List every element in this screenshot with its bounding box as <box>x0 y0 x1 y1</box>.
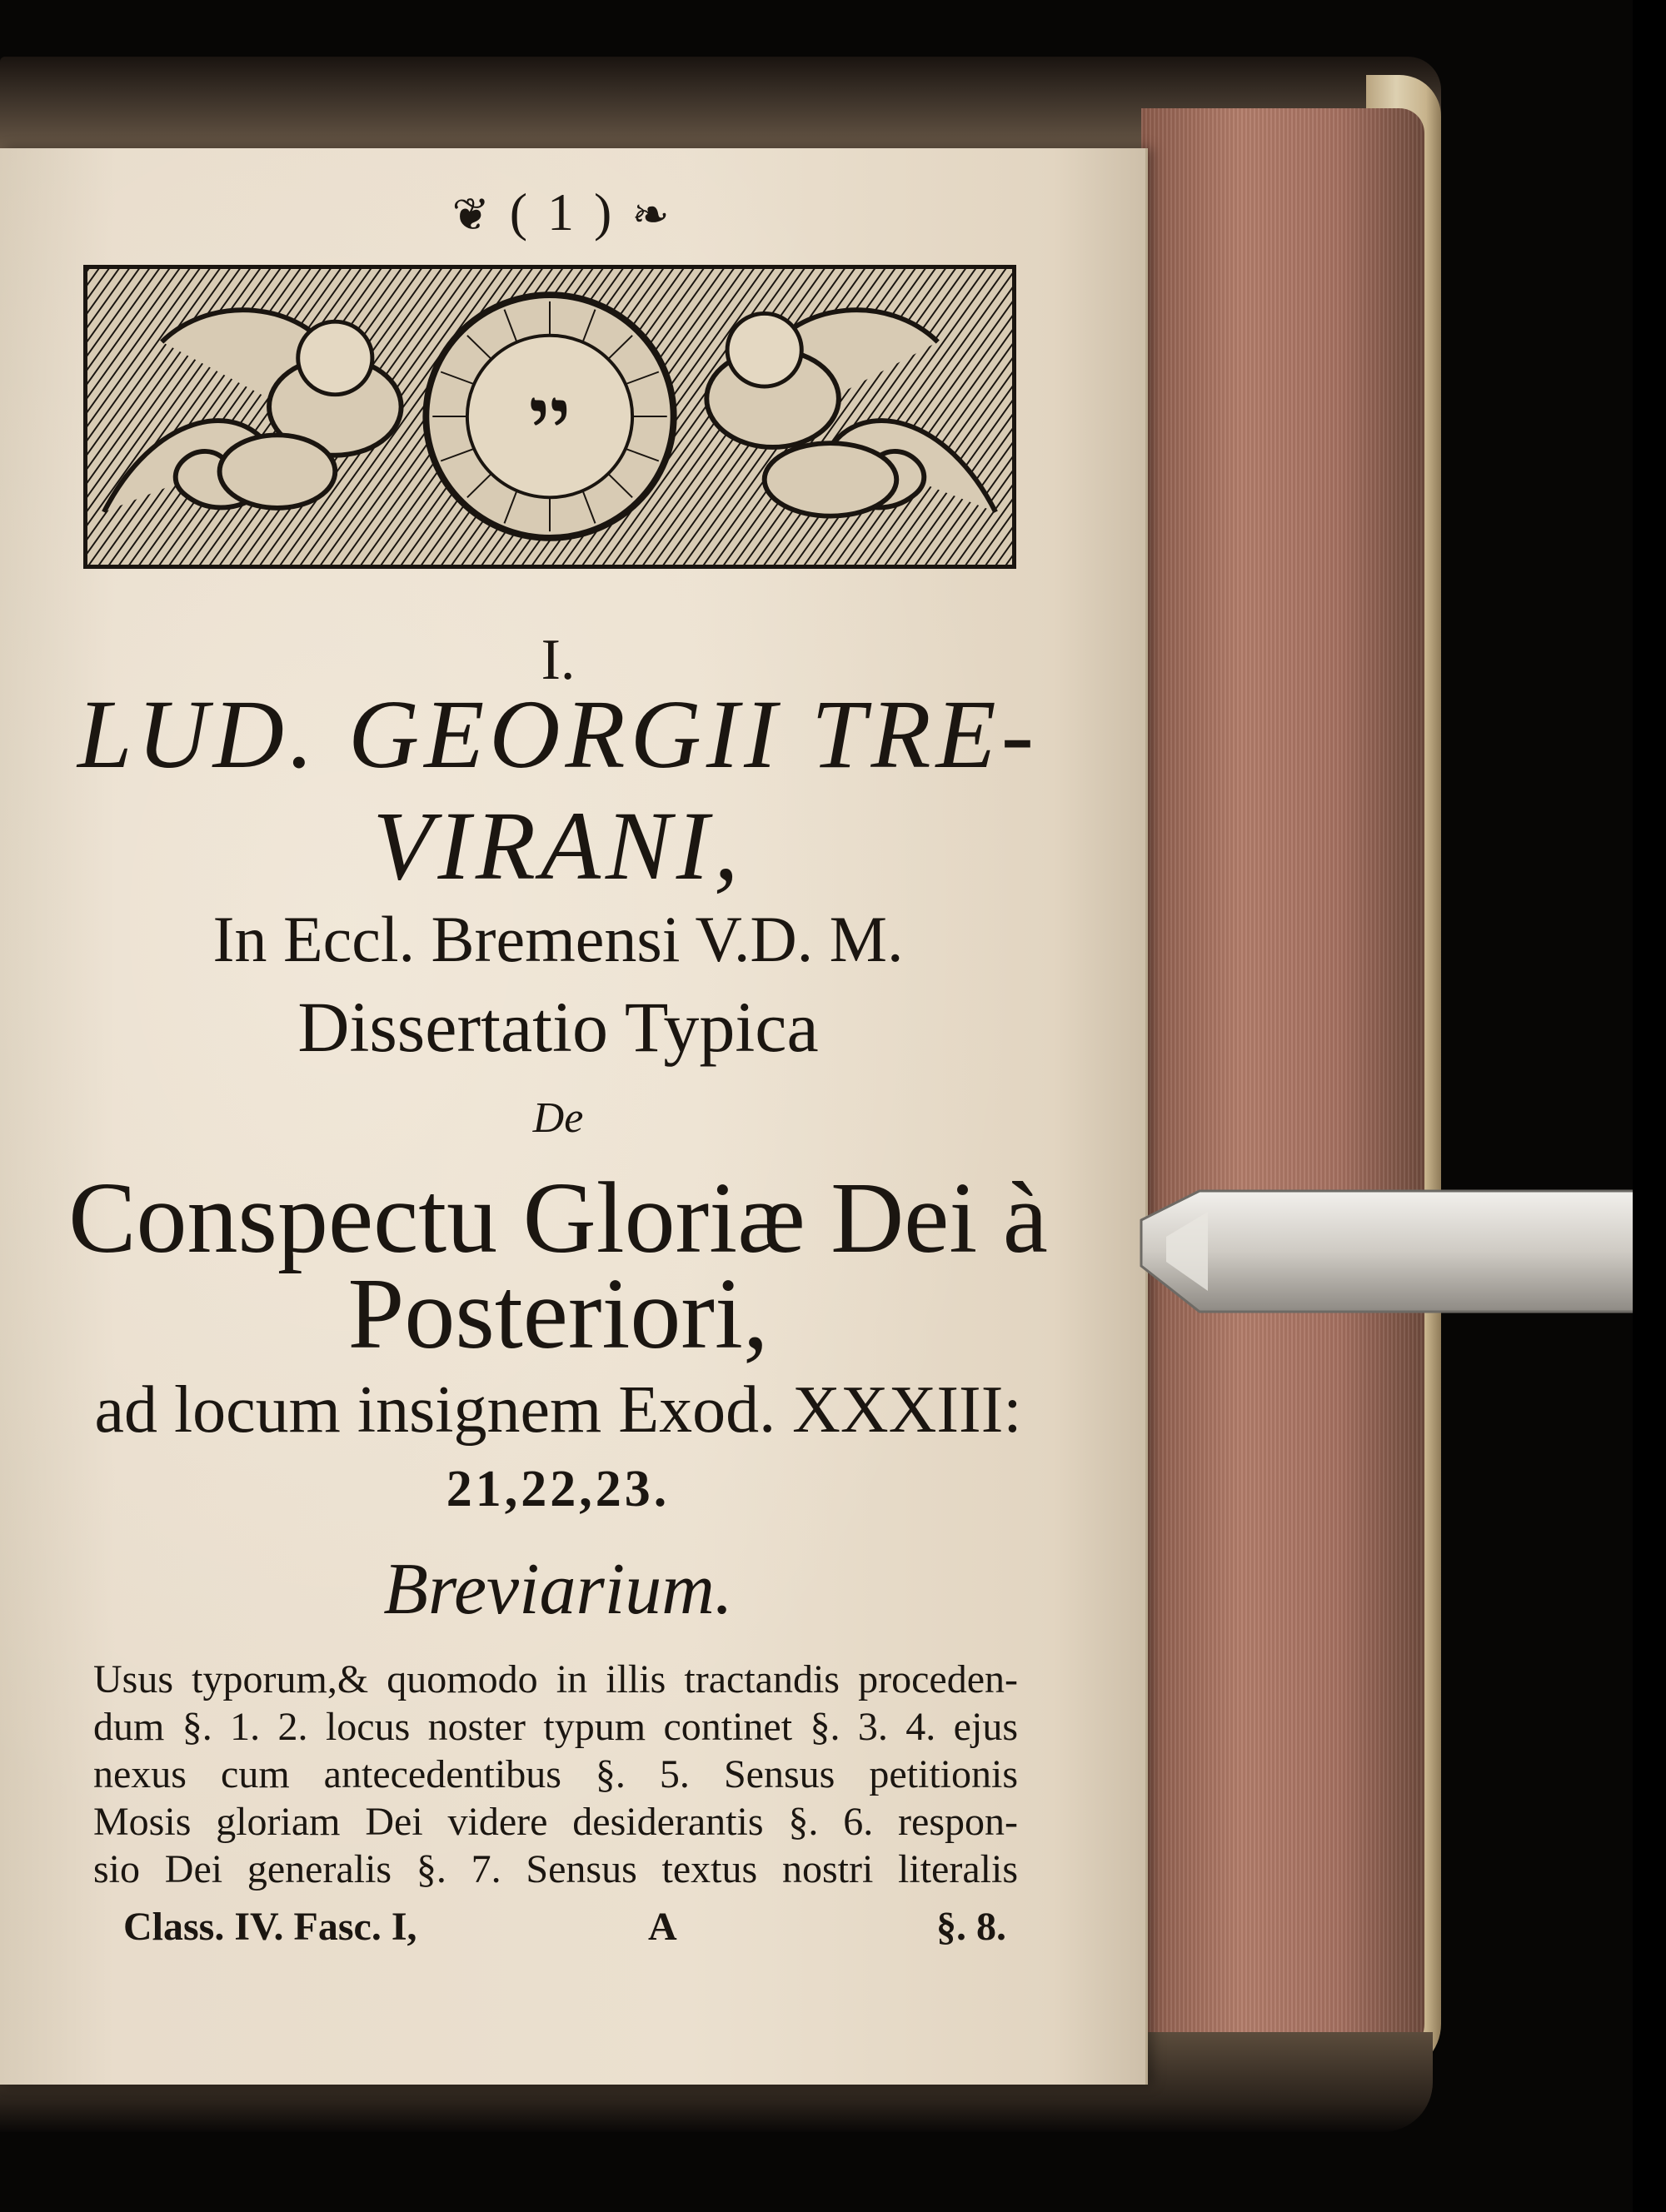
woodcut-headpiece <box>83 265 1016 569</box>
summary-line: sio Dei generalis §. 7. Sensus textus nostri literalis <box>93 1847 1018 1891</box>
bookmark-tab <box>1108 1187 1666 1320</box>
woodcut-ornament-icon <box>87 269 1012 565</box>
author-name-line2: VIRANI, <box>372 791 744 900</box>
summary-line: dum §. 1. 2. locus noster typum continet §. 3. 4. ejus <box>93 1705 1018 1749</box>
fleuron-right-icon: ❧ <box>631 188 673 241</box>
page-footer <box>123 1904 1006 1954</box>
author-affiliation: In Eccl. Bremensi V.D. M. <box>212 903 904 975</box>
background-edge <box>1633 0 1666 2212</box>
catchword: §. 8. <box>936 1905 1006 1949</box>
preposition: De <box>532 1094 584 1142</box>
printed-page <box>0 148 1148 2085</box>
hebrew-tetragrammaton: יי <box>529 370 571 462</box>
signature-mark: Class. IV. Fasc. I, <box>123 1905 417 1949</box>
page-block-fore-edge <box>1141 108 1424 2057</box>
quire-letter: A <box>648 1905 677 1949</box>
scripture-reference: ad locum insignem Exod. XXXIII: <box>94 1373 1022 1447</box>
subject-line2: Posteriori, <box>347 1258 769 1370</box>
subject-line1: Conspectu Gloriæ Dei à <box>68 1162 1048 1274</box>
section-heading: Breviarium. <box>383 1549 733 1630</box>
summary-paragraph <box>93 1656 1018 1893</box>
work-type: Dissertatio Typica <box>297 987 819 1067</box>
summary-line: Usus typorum,& quomodo in illis tractandis proceden- <box>93 1657 1018 1701</box>
page-number-line <box>392 182 733 243</box>
bookmark-icon <box>1108 1187 1666 1320</box>
page-number: ( 1 ) <box>509 182 616 242</box>
summary-line: Mosis gloriam Dei videre desiderantis §. 6. respon- <box>93 1800 1018 1844</box>
summary-line: nexus cum antecedentibus §. 5. Sensus petitionis <box>93 1752 1018 1796</box>
verse-numbers: 21,22,23. <box>446 1461 671 1517</box>
author-name-line1: LUD. GEORGII TRE- <box>77 680 1040 789</box>
fleuron-left-icon: ❦ <box>451 188 493 241</box>
article-numeral: I. <box>541 628 576 692</box>
